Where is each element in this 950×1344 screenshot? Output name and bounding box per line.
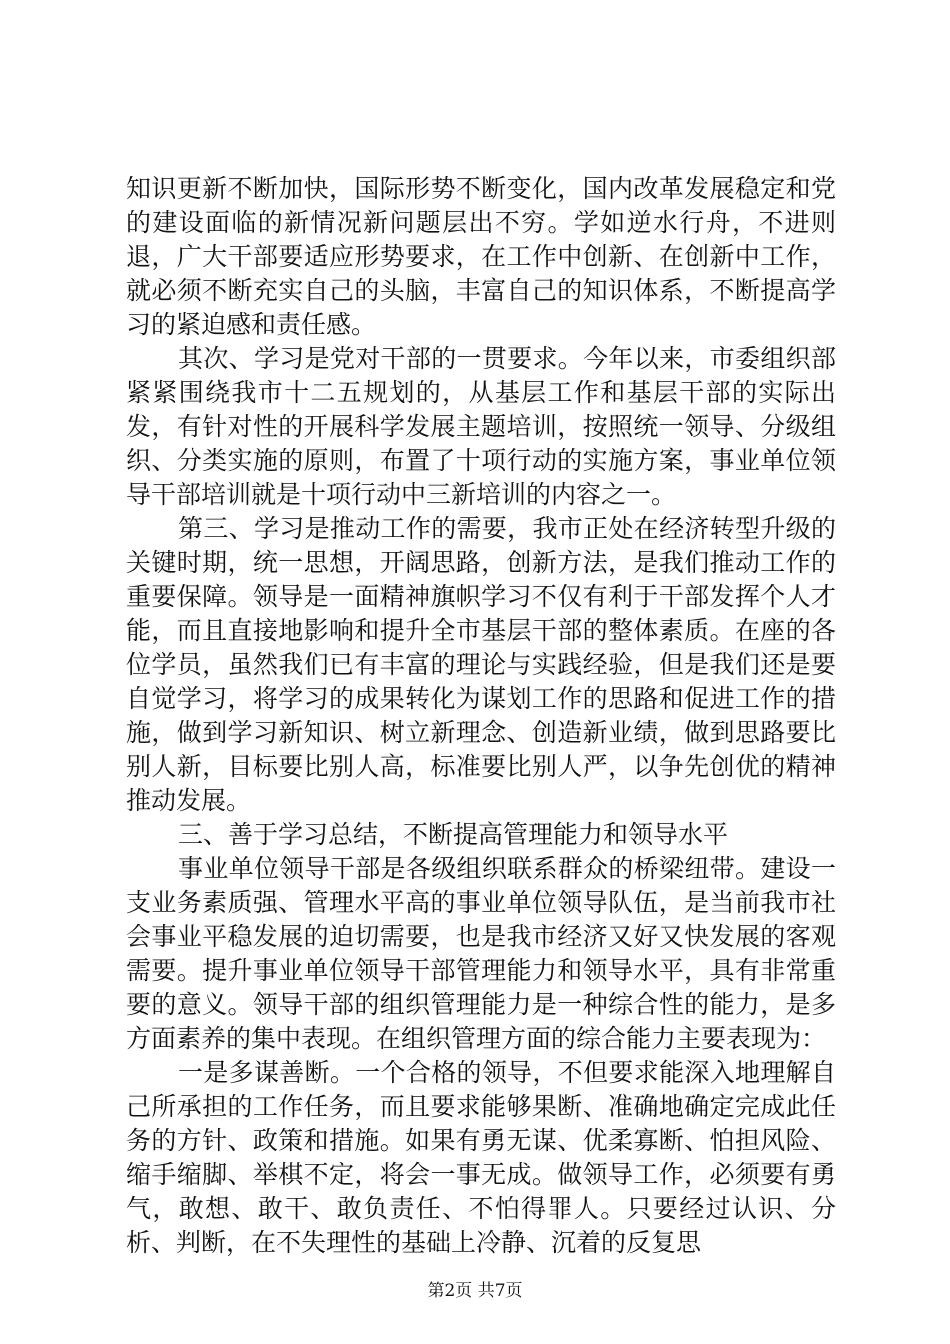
- paragraph-continuation: 知识更新不断加快，国际形势不断变化，国内改革发展稳定和党的建设面临的新情况新问题层出不穷。学如逆水行舟，不进则退，广大干部要适应形势要求，在工作中创新、在创新中工作，就必须不断充实自己的头脑，丰富自己的知识体系，不断提高学习的紧迫感和责任感。: [126, 174, 836, 339]
- page-footer: 第2页 共7页: [427, 1281, 523, 1301]
- document-body: [126, 172, 836, 1260]
- paragraph-second-point: 其次、学习是党对干部的一贯要求。今年以来，市委组织部紧紧围绕我市十二五规划的，从基层工作和基层干部的实际出发，有针对性的开展科学发展主题培训，按照统一领导、分级组织、分类实施的原则，布置了十项行动的实施方案，事业单位领导干部培训就是十项行动中三新培训的内容之一。: [126, 344, 836, 509]
- section-heading: 三、善于学习总结，不断提高管理能力和领导水平: [178, 820, 729, 849]
- paragraph-first-ability: 一是多谋善断。一个合格的领导，不但要求能深入地理解自己所承担的工作任务，而且要求能够果断、准确地确定完成此任务的方针、政策和措施。如果有勇无谋、优柔寡断、怕担风险、缩手缩脚、举棋不定，将会一事无成。做领导工作，必须要有勇气，敢想、敢干、敢负责任、不怕得罪人。只要经过认识、分析、判断，在不失理性的基础上冷静、沉着的反复思: [126, 1058, 836, 1257]
- paragraph-section-intro: 事业单位领导干部是各级组织联系群众的桥梁纽带。建设一支业务素质强、管理水平高的事业单位领导队伍，是当前我市社会事业平稳发展的迫切需要，也是我市经济又好又快发展的客观需要。提升事业单位领导干部管理能力和领导水平，具有非常重要的意义。领导干部的组织管理能力是一种综合性的能力，是多方面素养的集中表现。在组织管理方面的综合能力主要表现为：: [126, 854, 836, 1053]
- paragraph-third-point: 第三、学习是推动工作的需要，我市正处在经济转型升级的关键时期，统一思想，开阔思路，创新方法，是我们推动工作的重要保障。领导是一面精神旗帜学习不仅有利于干部发挥个人才能，而且直接地影响和提升全市基层干部的整体素质。在座的各位学员，虽然我们已有丰富的理论与实践经验，但是我们还是要自觉学习，将学习的成果转化为谋划工作的思路和促进工作的措施，做到学习新知识、树立新理念、创造新业绩，做到思路要比别人新，目标要比别人高，标准要比别人严，以争先创优的精神推动发展。: [126, 514, 836, 815]
